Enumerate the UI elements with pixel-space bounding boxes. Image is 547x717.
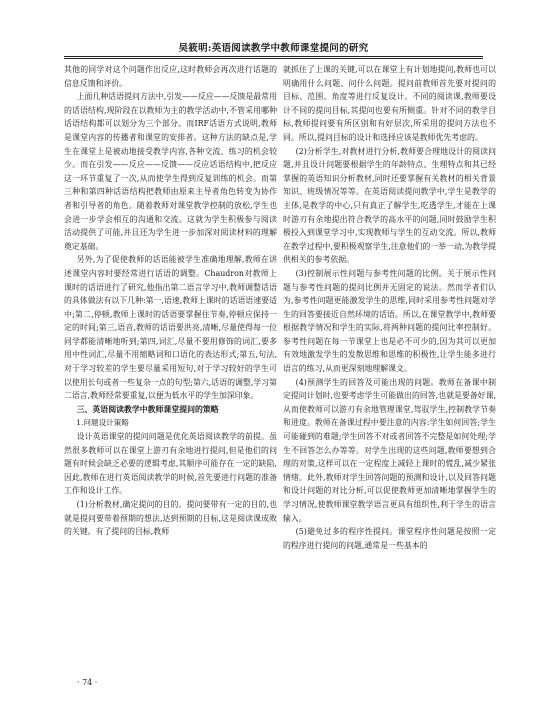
paragraph: 上面几种话语提问方法中,引发——反应——反馈是最常用的话语结构,现阶段在以教师为主的教学活动中,不管采用哪种话语结构都可以划分为三个部分。而IRF话语方式说明,教师是课堂内容的传播者和课堂的安排者。这种方法的缺点是,学生在课堂上是被动地接受教学内容,各种交流、练习的机会较少。而在引发——反应——反馈——反应话语结构中,把反应这一环节重复了一次,从而使学生得到反复训练的机会。而第三种和第四种话语结构把教师由原来主导者角色转变为协作者和引导者的角色。随着教师对课堂教学控制的放松,学生也会进一步学会相互的沟通和交流。这就为学生积极参与阅读活动提供了可能,并且还为学生进一步加深对阅读材料的理解奠定基础。: [64, 92, 277, 251]
paragraph: (5)避免过多的程序性提问。课堂程序性问题是按照一定的程序进行提问的问题,通常是一些基本的: [283, 527, 496, 550]
paragraph: (2)分析学生,对教材进行分析,教师要合理地设计的阅读问题,并且设计问题要根据学生的年龄特点、生理特点和其已经掌握的英语知识分析教材,同时还要掌握有关教材的相关背景知识、班级情况等等。在英语阅读提问教学中,学生是教学的主体,是教学的中心,只有真正了解学生,吃透学生,才能在上课时游刃有余地提出符合教学的高水平的问题,同时鼓励学生积极投入到课堂学习中,实现教师与学生的互动交流。所以,教师在教学过程中,要积极观察学生,注意他们的一举一动,为教学提供相关的参考依据。: [283, 146, 496, 265]
paragraph: 就抓住了上课的关键,可以在课堂上有计划地提问,教师也可以明确用什么问题、问什么问题。提问前教师首先要对提问的目标、范围、角度等进行反复设计。不同的阅读课,教师要设计不同的提问目标,其提问也要有所侧重。针对不同的教学目标,教师提问要有所区别和有好层次,所采用的提问方法也不同。所以,提问目标的设计和选择应该是教师优先考虑的。: [283, 65, 496, 142]
paragraph: (4)预测学生的回答及可能出现的问题。教师在备课中制定提问计划时,也要考虑学生可能做出的回答,也就是要备好课,从而使教师可以游刃有余地管理课堂,驾驭学生,控制教学节奏和进度。教师在备课过程中要注意的内容:学生如何回答;学生可能碰到的难题;学生回答不对或者回答不完整是如何处理;学生不回答怎么办等等。对学生出现的这些问题,教师要想到合理的对策,这样可以在一定程度上减轻上课时的慌乱,减少紧张情绪。此外,教师对学生回答问题的预测和设计,以及回答问题和设计问题的对比分析,可以促使教师更加清晰地掌握学生的学习情况,使教师课堂教学语言更具有组织性,利于学生的语言输入。: [283, 377, 496, 523]
header-divider: [64, 56, 483, 59]
section-heading: 三、英语阅读教学中教师课堂提问的策略: [76, 404, 219, 414]
page-number: · 74 ·: [77, 678, 98, 687]
paragraph: 设计英语课堂的提问问题是优化英语阅读教学的前提。虽然很多教师可以在课堂上游刃有余地进行提问,但是他们的问题有时候会缺乏必要的逻辑考虑,其顺序可能存在一定的缺陷,因此,教师在进行英语阅读教学的时候,首先要进行问题的准备工作和设计工作。: [64, 432, 277, 496]
paragraph: (1)分析教材,确定提问的目的。提问要带有一定的目的,也就是提问要带着预期的想法,达到预期的目标,这是阅读课成败的关键。有了提问的目标,教师: [64, 500, 277, 537]
paragraph: (3)控制展示性问题与参考性问题的比例。关于展示性问题与参考性问题的提问比例并无固定的说法。然而学者们认为,参考性问题更能激发学生的思维,同时采用参考性问题对学生的回答要接近自然环境的话语。所以,在课堂教学中,教师要根据教学情况和学生的实际,将两种问题的提问比率控制好。参考性问题在每一节课堂上也是必不可少的,因为其可以更加有效地激发学生的发散思维和思维的积极性,让学生能多进行语言的练习,从而更深刻地理解课文。: [283, 268, 496, 374]
left-column: [64, 63, 277, 663]
paragraph: 另外,为了促使教师的话语能被学生准确地理解,教师在讲述课堂内容时要经常进行话语的调整。Chaudron对教师上课时的话语进行了研究,他指出第二语言学习中,教师调整话语的具体做法有以下几种:第一,语速,教师上课时的话语语速要适中;第二,停顿,教师上课时的话语要掌握住节奏,停顿应保持一定的时间;第三,语音,教师的话语要洪亮,清晰,尽量使得每一位同学都能清晰地听到;第四,词汇,尽量不要用修饰的词汇,要多用中性词汇,尽量不用缩略词和口语化的表达形式;第五,句法,对于学习较差的学生要尽量采用短句,对于学习较好的学生可以使用长句或者一些复杂一点的句型;第六,话语的调整,学习第二语言,教师经常要重复,以便为低水平的学生加深印象。: [64, 255, 277, 401]
right-column: [283, 63, 496, 663]
paragraph: 其他的同学对这个问题作出反应,这时教师会再次进行话题的信息反馈和评价。: [64, 65, 277, 88]
running-header: 吴筱明:英语阅读教学中教师课堂提问的研究: [178, 43, 369, 54]
subsection-heading: 1.问题设计策略: [76, 418, 129, 428]
